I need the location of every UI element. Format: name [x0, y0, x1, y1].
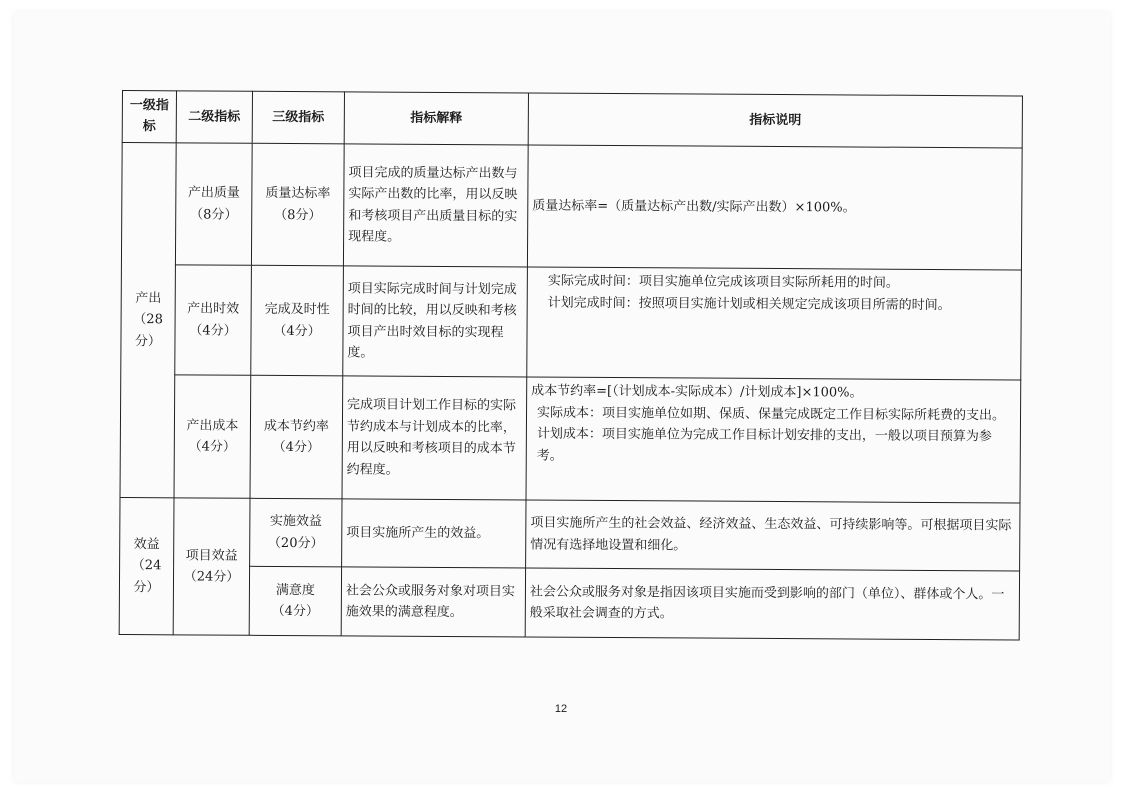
level1-output-score: （28分） — [133, 312, 163, 349]
cost-explanation: 完成项目计划工作目标的实际节约成本与计划成本的比率，用以反映和考核项目的成本节约程度。 — [342, 376, 527, 500]
level2-benefit-cell — [173, 498, 250, 636]
level3-timeliness-name: 完成及时性 — [264, 302, 330, 318]
header-row — [122, 91, 1022, 148]
indicator-table-wrapper — [119, 90, 1032, 656]
level2-cost-score: （4分） — [188, 439, 237, 455]
level2-timeliness-name: 产出时效 — [187, 301, 240, 318]
level2-quality-score: （8分） — [190, 206, 238, 223]
table-row — [120, 375, 1021, 503]
cost-desc-planned: 计划成本：项目实施单位为完成工作目标计划安排的支出，一般以项目预算为参考。 — [536, 426, 992, 464]
level2-benefit-score: （24分） — [183, 569, 240, 585]
level3-cost-name: 成本节约率 — [263, 418, 329, 434]
level2-timeliness-cell — [175, 265, 252, 376]
level3-timeliness-score: （4分） — [273, 323, 321, 340]
quality-description: 质量达标率=（质量达标产出数/实际产出数）×100%。 — [527, 145, 1022, 271]
level3-quality-score: （8分） — [274, 207, 322, 223]
level3-impl-cell — [250, 498, 342, 567]
impl-description: 项目实施所产生的社会效益、经济效益、生态效益、可持续影响等。可根据项目实际情况有选择地设置和细化。 — [526, 500, 1020, 572]
level3-timeliness-cell — [251, 266, 344, 377]
header-level1: 一级指标 — [122, 91, 176, 143]
cost-description-cell — [526, 377, 1021, 503]
level3-quality-cell — [251, 143, 344, 266]
timeliness-description-cell — [527, 267, 1022, 380]
header-level3: 三级指标 — [252, 91, 344, 143]
table-row — [120, 497, 1020, 571]
level1-output-cell — [120, 142, 176, 497]
indicator-table — [119, 90, 1023, 640]
table-row — [121, 142, 1022, 270]
header-level2: 二级指标 — [176, 91, 252, 143]
level3-satisfaction-score: （4分） — [271, 604, 320, 620]
level1-benefit-name: 效益 — [133, 536, 160, 553]
header-description: 指标说明 — [528, 93, 1022, 148]
timeliness-desc-planned: 计划完成时间：按照项目实施计划或相关规定完成该项目所需的时间。 — [547, 295, 951, 313]
timeliness-explanation: 项目实际完成时间与计划完成时间的比较，用以反映和考核项目产出时效目标的实现程度。 — [343, 266, 528, 377]
header-explanation: 指标解释 — [344, 92, 528, 145]
level1-benefit-cell — [119, 497, 174, 634]
satisfaction-description: 社会公众或服务对象是指因该项目实施而受到影响的部门（单位）、群体或个人。一般采取社会调查的方式。 — [525, 568, 1019, 640]
level3-satisfaction-name: 满意度 — [275, 582, 315, 598]
level3-cost-cell — [250, 376, 343, 499]
cost-desc-formula: 成本节约率=[（计划成本-实际成本）/计划成本]×100%。 — [531, 383, 863, 401]
timeliness-desc-actual: 实际完成时间：项目实施单位完成该项目实际所耗用的时间。 — [547, 273, 899, 292]
level2-quality-name: 产出质量 — [187, 185, 240, 201]
impl-explanation: 项目实施所产生的效益。 — [342, 499, 526, 569]
level2-quality-cell — [175, 143, 252, 266]
level1-benefit-score: （24分） — [131, 558, 162, 595]
level3-cost-score: （4分） — [272, 440, 321, 456]
satisfaction-explanation: 社会公众或服务对象对项目实施效果的满意程度。 — [341, 567, 525, 637]
level2-benefit-name: 项目效益 — [185, 547, 238, 564]
quality-explanation: 项目完成的质量达标产出数与实际产出数的比率，用以反映和考核项目产出质量目标的实现程度。 — [343, 144, 528, 268]
page-number: 12 — [554, 703, 568, 715]
level3-quality-name: 质量达标率 — [265, 185, 331, 202]
level1-output-name: 产出 — [135, 290, 162, 306]
level3-impl-score: （20分） — [267, 535, 324, 551]
level2-cost-name: 产出成本 — [186, 418, 239, 434]
level3-impl-name: 实施效益 — [269, 514, 322, 530]
level2-timeliness-score: （4分） — [189, 323, 237, 339]
level2-cost-cell — [174, 375, 251, 498]
level3-satisfaction-cell — [249, 567, 341, 636]
cost-desc-actual: 实际成本：项目实施单位如期、保质、保量完成既定工作目标实际所耗费的支出。 — [536, 405, 1006, 424]
table-row — [121, 265, 1022, 381]
table-row — [119, 566, 1019, 640]
